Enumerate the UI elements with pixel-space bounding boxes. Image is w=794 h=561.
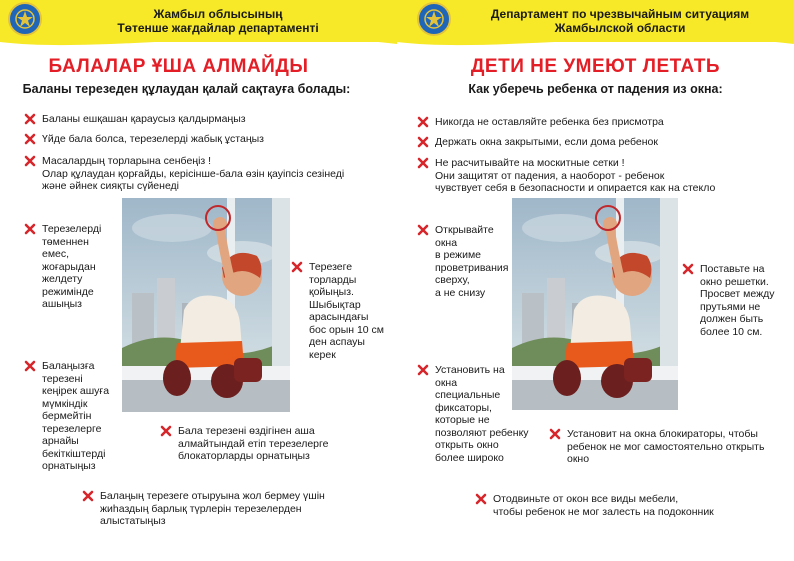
tip-item: Бала терезені өздігінен аша алмайтындай етіп терезелерге блокаторларды орнатыңыз <box>160 425 390 463</box>
tip-item: Открывайте окна в режиме проветривания сверху, а не снизу <box>417 224 525 299</box>
right-page <box>397 0 794 561</box>
tip-item: Никогда не оставляйте ребенка без присмотра <box>417 116 777 129</box>
tip-item: Держать окна закрытыми, если дома ребенок <box>417 136 777 149</box>
cross-icon <box>549 428 561 440</box>
tip-item: Установить на окна специальные фиксаторы, которые не позволяют ребенку открыть окно более широко <box>417 364 535 464</box>
cross-icon <box>417 116 429 128</box>
tip-item: Терезелерді төменнен емес, жоғарыдан желдету режимінде ашыңыз <box>24 223 124 311</box>
page-subtitle: Как уберечь ребенка от падения из окна: <box>468 82 723 96</box>
cross-icon <box>160 425 172 437</box>
child-at-window-photo <box>122 198 290 412</box>
cross-icon <box>417 136 429 148</box>
cross-icon <box>24 155 36 167</box>
tip-item: Балаңызға терезені кеңірек ашуға мүмкіндік бермейтін терезелерге арнайы бекіткіштерді орнатыңыз <box>24 360 124 473</box>
tip-item: Поставьте на окно решетки. Просвет между прутьями не должен быть более 10 см. <box>682 263 794 338</box>
cross-icon <box>417 364 429 376</box>
emergency-emblem-icon <box>8 2 42 36</box>
child-at-window-photo <box>512 198 678 410</box>
cross-icon <box>682 263 694 275</box>
cross-icon <box>417 224 429 236</box>
header-line-1: Департамент по чрезвычайным ситуациям <box>490 7 750 21</box>
header-line-2: Жамбылской области <box>554 21 686 35</box>
cross-icon <box>24 113 36 125</box>
page-subtitle: Баланы терезеден құлаудан қалай сақтауға болады: <box>22 82 351 96</box>
cross-icon <box>24 223 36 235</box>
tip-item: Балаңың терезеге отыруына жол бермеу үшін жиhаздың барлық түрлерін терезелерден алыстатыңыз <box>82 490 382 528</box>
tip-item: Баланы ешқашан қараусыз қалдырмаңыз <box>24 113 384 126</box>
cross-icon <box>417 157 429 169</box>
page-title: БАЛАЛАР ҰША АЛМАЙДЫ <box>48 56 309 77</box>
cross-icon <box>24 133 36 145</box>
emergency-emblem-icon <box>417 2 451 36</box>
tip-item: Отодвиньте от окон все виды мебели, чтобы ребенок не мог залесть на подоконник <box>475 493 775 518</box>
right-header <box>397 0 794 50</box>
page-title: ДЕТИ НЕ УМЕЮТ ЛЕТАТЬ <box>470 56 721 77</box>
left-header <box>0 0 397 50</box>
cross-icon <box>24 360 36 372</box>
tip-item: Не расчитывайте на москитные сетки ! Они защитят от падения, а наоборот - ребенок чувствует себя в безопасности и опирается как на стекло <box>417 157 787 195</box>
cross-icon <box>475 493 487 505</box>
tip-item: Үйде бала болса, терезелерді жабық ұстаңыз <box>24 133 384 146</box>
tip-item: Масалардың торларына сенбеңіз ! Олар құлаудан қорғайды, керісінше-бала өзін қауіпсіз сезінеді және әйнек сияқты сүйенеді <box>24 155 392 193</box>
tip-item: Терезеге торларды қойыңыз. Шыбықтар арасындағы бос орын 10 см ден аспауы керек <box>291 261 397 361</box>
header-line-1: Жамбыл облысының <box>153 7 283 21</box>
tip-item: Установит на окна блокираторы, чтобы ребенок не мог самостоятельно открыть окно <box>549 428 789 466</box>
header-line-2: Төтенше жағдайлар департаменті <box>117 21 319 35</box>
cross-icon <box>82 490 94 502</box>
cross-icon <box>291 261 303 273</box>
